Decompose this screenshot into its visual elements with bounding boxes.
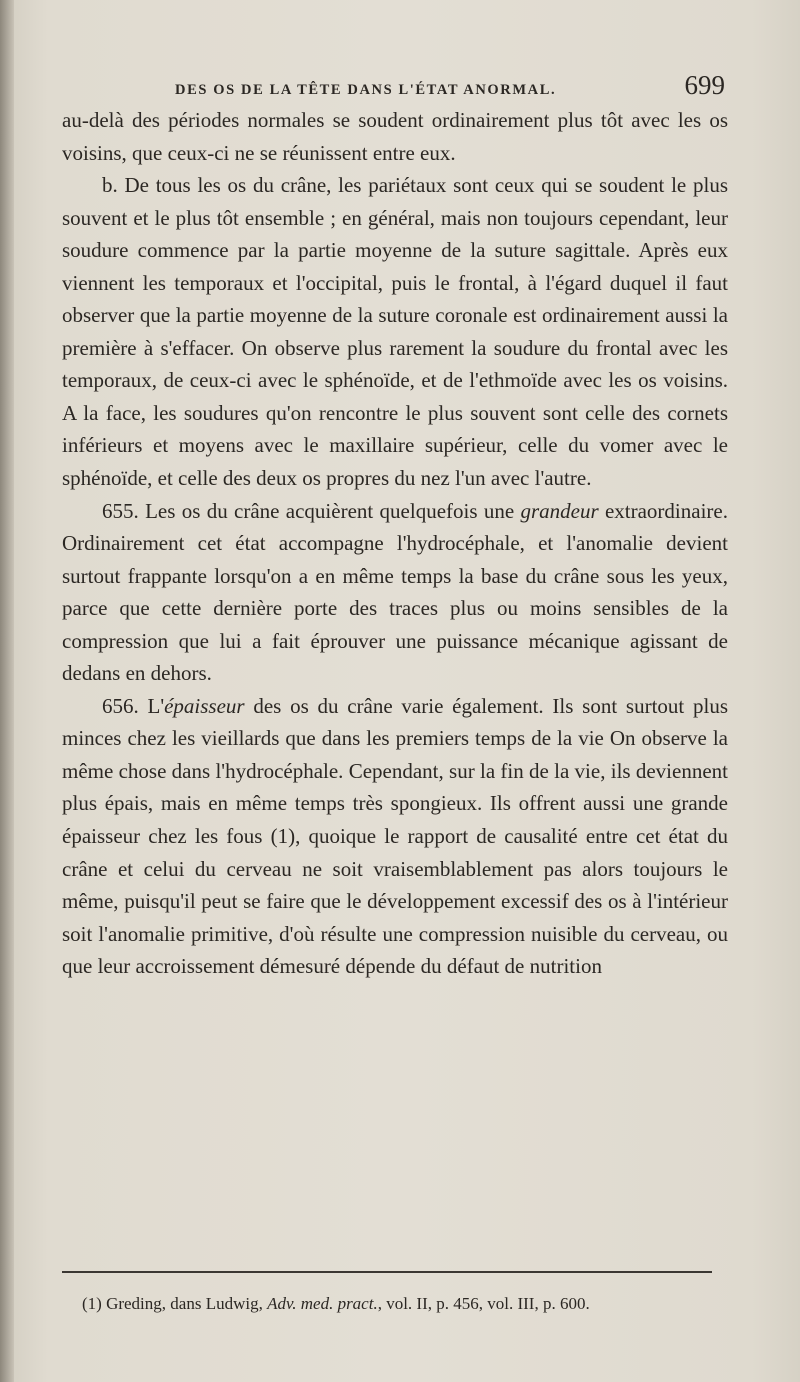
emphasis: grandeur [520, 498, 599, 523]
emphasis: épaisseur [164, 693, 245, 718]
paragraph-655 [62, 495, 728, 690]
footnote-text: (1) Greding, dans Ludwig, [82, 1294, 268, 1313]
paragraph-text: au-delà des périodes normales se soudent ordinairement plus tôt avec les os voisins, que ceux-ci ne se réunissent entre eux. [62, 108, 728, 165]
footnote-citation-title: Adv. med. pract. [267, 1294, 378, 1313]
paragraph-text: L' [138, 693, 165, 718]
paragraph-text: extraordinaire. Ordinairement cet état accompagne l'hydrocéphale, et l'anomalie devient surtout frappante lorsqu'on a en même temps la base du crâne sous les yeux, parce que cette dernière porte des traces plus ou moins sensibles de la compression que lui a fait éprouver une puissance mécanique agissant de dedans en dehors. [62, 498, 728, 686]
body-text [62, 104, 728, 983]
book-spine-shadow [0, 0, 14, 1382]
footnote [62, 1292, 728, 1316]
section-number: 656. [102, 693, 139, 718]
page-number: 699 [684, 70, 725, 100]
footnote-text: , vol. II, p. 456, vol. III, p. 600. [377, 1294, 590, 1313]
paragraph-656 [62, 690, 728, 983]
running-title: DES OS DE LA TÊTE DANS L'ÉTAT ANORMAL. [175, 82, 557, 98]
paragraph-b [62, 169, 728, 494]
paragraph-text: des os du crâne varie également. Ils sont surtout plus minces chez les vieillards que dans les premiers temps de la vie On observe la même chose dans l'hydrocéphale. Cependant, sur la fin de la vie, ils deviennent plus épais, mais en même temps très spongieux. Ils offrent aussi une grande épaisseur chez les fous (1), quoique le rapport de causalité entre cet état du crâne et celui du cerveau ne soit vraisemblablement pas alors toujours le même, puisqu'il peut se faire que le développement excessif des os à l'intérieur soit l'anomalie primitive, d'où résulte une compression nuisible du cerveau, ou que leur accroissement démesuré dépende du défaut de nutrition [62, 693, 728, 979]
section-number: 655. [102, 498, 139, 523]
paragraph-text: Les os du crâne acquièrent quelquefois une [138, 498, 521, 523]
paragraph-continuation [62, 104, 728, 169]
paragraph-text: b. De tous les os du crâne, les pariétaux sont ceux qui se soudent le plus souvent et le plus tôt ensemble ; en général, mais non toujours cependant, leur soudure commence par la partie moyenne de la suture sagittale. Après eux viennent les temporaux et l'occipital, puis le frontal, à l'égard duquel il faut observer que la partie moyenne de la suture coronale est ordinairement aussi la première à s'effacer. On observe plus rarement la soudure du frontal avec les temporaux, de ceux-ci avec le sphénoïde, et de l'ethmoïde avec les os voisins. A la face, les soudures qu'on rencontre le plus souvent sont celle des cornets inférieurs et moyens avec le maxillaire supérieur, celle du vomer avec le sphénoïde, et celle des deux os propres du nez l'un avec l'autre. [62, 173, 728, 491]
footnote-divider [62, 1271, 712, 1273]
running-header [175, 70, 725, 104]
